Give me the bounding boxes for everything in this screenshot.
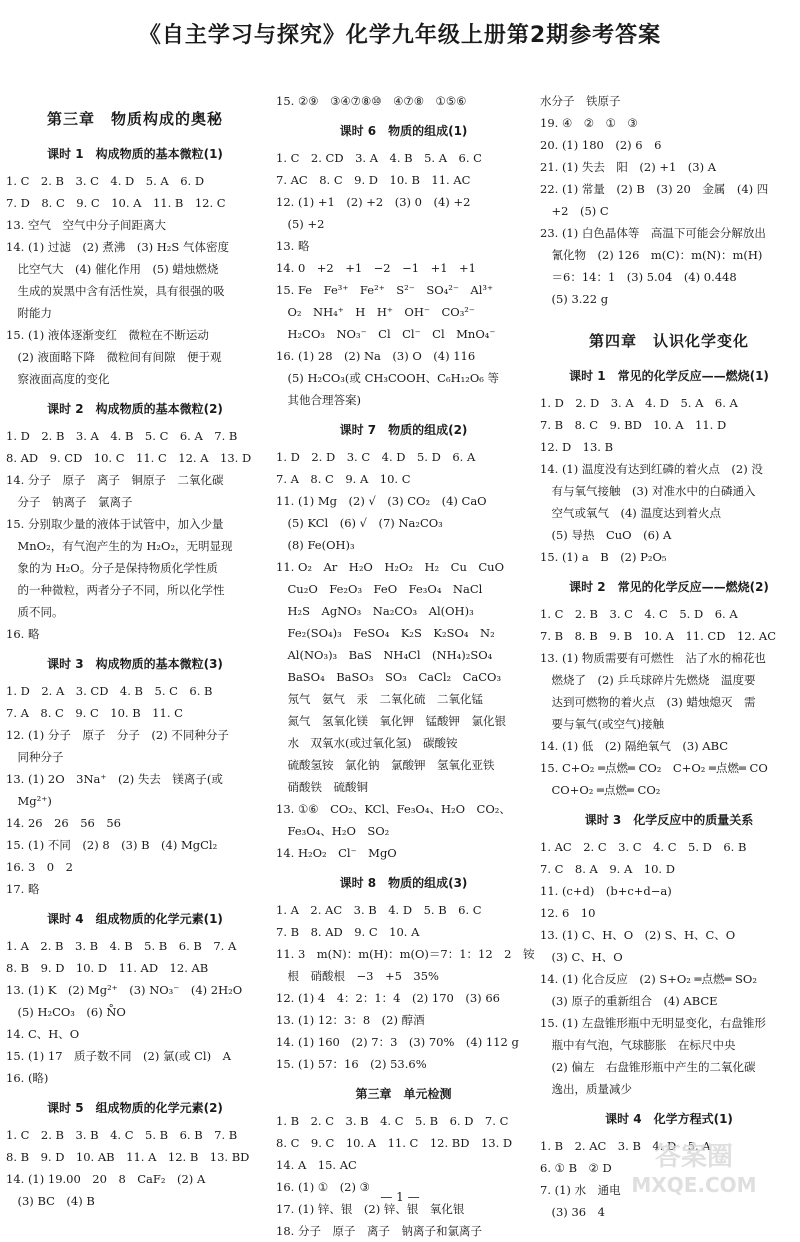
answer-line: 12. D 13. B [540, 440, 614, 454]
answer-line: 14. C、H、O [6, 1027, 80, 1041]
answer-line: 的一种微粒，两者分子不同，所以化学性 [6, 583, 225, 597]
answer-line: (5) H₂CO₃ (6) N̊O [6, 1005, 126, 1019]
answer-line: 15. C+O₂ ═点燃═ CO₂ C+O₂ ═点燃═ CO [540, 761, 768, 775]
answer-line: 15. (1) a B (2) P₂O₅ [540, 550, 667, 564]
answer-line: 14. A 15. AC [276, 1158, 357, 1172]
answer-line: 14. (1) 化合反应 (2) S+O₂ ═点燃═ SO₂ [540, 972, 757, 986]
answer-line: 氮气 氢氧化镁 氧化钾 锰酸钾 氯化银 [276, 714, 506, 728]
answer-line: 12. (1) 分子 原子 分子 (2) 不同种分子 [6, 728, 229, 742]
answer-line: 20. (1) 180 (2) 6 6 [540, 138, 662, 152]
answer-line: 11. 3 m(N)：m(H)：m(O)＝7：1：12 2 铵 [276, 947, 535, 961]
answer-line: 15. Fe Fe³⁺ Fe²⁺ S²⁻ SO₄²⁻ Al³⁺ [276, 283, 494, 297]
answer-line: 燃烧了 (2) 乒乓球碎片先燃烧 温度要 [540, 673, 756, 687]
answer-line: 14. 26 26 56 56 [6, 816, 121, 830]
answer-line: 6. ① B ② D [540, 1161, 612, 1175]
answer-line: (3) C、H、O [540, 950, 623, 964]
answer-line: 1. A 2. B 3. B 4. B 5. B 6. B 7. A [6, 939, 237, 953]
answer-line: 1. C 2. B 3. C 4. D 5. A 6. D [6, 174, 205, 188]
answer-line: 12. (1) +1 (2) +2 (3) 0 (4) +2 [276, 195, 471, 209]
answer-line: H₂S AgNO₃ Na₂CO₃ Al(OH)₃ [276, 604, 474, 618]
answer-line: (3) 36 4 [540, 1205, 605, 1219]
answer-line: 生成的炭黑中含有活性炭，具有很强的吸 [6, 284, 225, 298]
answer-line: 13. (1) C、H、O (2) S、H、C、O [540, 928, 736, 942]
answer-line: 15. (1) 不同 (2) 8 (3) B (4) MgCl₂ [6, 838, 218, 852]
answer-line: 根 硝酸根 −3 +5 35% [276, 969, 439, 983]
answer-line: 16. (1) 28 (2) Na (3) O (4) 116 [276, 349, 476, 363]
answer-line: 16. (1) ① (2) ③ [276, 1180, 370, 1194]
answer-line: 13. (1) 物质需要有可燃性 沾了水的棉花也 [540, 651, 766, 665]
answer-line: 硝酸铁 硫酸铜 [276, 780, 368, 794]
answer-line: (3) 原子的重新组合 (4) ABCE [540, 994, 718, 1008]
answer-line: 水 双氧水(或过氧化氢) 碳酸铵 [276, 736, 458, 750]
answer-line: 有与氧气接触 (3) 对准水中的白磷通入 [540, 484, 756, 498]
answer-line: 空气或氧气 (4) 温度达到着火点 [540, 506, 721, 520]
answer-line: 7. B 8. B 9. B 10. A 11. CD 12. AC [540, 629, 776, 643]
answer-column-2 [276, 90, 535, 1242]
answer-line: MnO₂，有气泡产生的为 H₂O₂，无明显现 [6, 539, 233, 553]
answer-line: 11. (c+d) (b+c+d−a) [540, 884, 672, 898]
answer-line: 7. A 8. C 9. C 10. B 11. C [6, 706, 183, 720]
answer-line: Mg²⁺) [6, 794, 52, 808]
answer-line: 1. D 2. B 3. A 4. B 5. C 6. A 7. B [6, 429, 238, 443]
answer-line: 15. (1) 左盘锥形瓶中无明显变化，右盘锥形 [540, 1016, 766, 1030]
answer-line: 13. ①⑥ CO₂、KCl、Fe₃O₄、H₂O CO₂、 [276, 802, 511, 816]
answer-line: 15. ②⑨ ③④⑦⑧⑩ ④⑦⑧ ①⑤⑥ [276, 94, 467, 108]
answer-line: 16. 略 [6, 627, 40, 641]
answer-line: 1. C 2. CD 3. A 4. B 5. A 6. C [276, 151, 482, 165]
answer-line: 17. (1) 锌、银 (2) 锌、银 氧化银 [276, 1202, 465, 1216]
answer-line: 附能力 [6, 306, 52, 320]
answer-line: 12. 6 10 [540, 906, 596, 920]
answer-line: (8) Fe(OH)₃ [276, 538, 355, 552]
answer-line: 13. 略 [276, 239, 310, 253]
answer-line: Cu₂O Fe₂O₃ FeO Fe₃O₄ NaCl [276, 582, 483, 596]
answer-line: 1. C 2. B 3. B 4. C 5. B 6. B 7. B [6, 1128, 238, 1142]
answer-line: 分子 钠离子 氯离子 [6, 495, 133, 509]
answer-line: 14. (1) 低 (2) 隔绝氧气 (3) ABC [540, 739, 729, 753]
answer-line: 23. (1) 白色晶体等 高温下可能会分解放出 [540, 226, 766, 240]
answer-line: 18. 分子 原子 离子 钠离子和氯离子 [276, 1224, 482, 1238]
answer-line: 15. 分别取少量的液体于试管中，加入少量 [6, 517, 224, 531]
answer-line: 同种分子 [6, 750, 64, 764]
answer-line: (5) 3.22 g [540, 292, 609, 306]
answer-line: (5) +2 [276, 217, 325, 231]
lesson-heading: 课时 3 构成物质的基本微粒(3) [47, 657, 223, 671]
answer-line: 7. A 8. C 9. A 10. C [276, 472, 411, 486]
answer-line: 瓶中有气泡，气球膨胀 在标尺中央 [540, 1038, 736, 1052]
answer-line: 7. (1) 水 通电 [540, 1183, 621, 1197]
answer-line: 17. 略 [6, 882, 40, 896]
answer-line: 13. 空气 空气中分子间距离大 [6, 218, 166, 232]
answer-line: (3) BC (4) B [6, 1194, 95, 1208]
answer-line: Fe₃O₄、H₂O SO₂ [276, 824, 390, 838]
answer-line: CO+O₂ ═点燃═ CO₂ [540, 783, 661, 797]
chapter-heading: 第三章 物质构成的奥秘 [46, 110, 223, 128]
answer-line: (5) 导热 CuO (6) A [540, 528, 672, 542]
answer-column-3 [540, 90, 798, 1223]
answer-line: 8. B 9. D 10. AB 11. A 12. B 13. BD [6, 1150, 250, 1164]
answer-line: 1. B 2. C 3. B 4. C 5. B 6. D 7. C [276, 1114, 509, 1128]
answer-line: 要与氧气(或空气)接触 [540, 717, 664, 731]
answer-line: 硫酸氢铵 氯化钠 氯酸钾 氢氧化亚铁 [276, 758, 495, 772]
answer-line: 1. B 2. AC 3. B 4. D 5. A [540, 1139, 711, 1153]
watermark-url: MXQE.COM [631, 1173, 757, 1197]
answer-line: 16. 3 0 2 [6, 860, 73, 874]
answer-line: 质不同。 [6, 605, 64, 619]
answer-line: 11. O₂ Ar H₂O H₂O₂ H₂ Cu CuO [276, 560, 505, 574]
answer-line: 1. A 2. AC 3. B 4. D 5. B 6. C [276, 903, 482, 917]
answer-line: 7. C 8. A 9. A 10. D [540, 862, 675, 876]
answer-line: 7. B 8. AD 9. C 10. A [276, 925, 420, 939]
answer-line: 14. 0 +2 +1 −2 −1 +1 +1 [276, 261, 476, 275]
answer-line: 比空气大 (4) 催化作用 (5) 蜡烛燃烧 [6, 262, 219, 276]
answer-line: 15. (1) 液体逐渐变红 微粒在不断运动 [6, 328, 209, 342]
answer-line: 察液面高度的变化 [6, 372, 110, 386]
answer-line: (5) H₂CO₃(或 CH₃COOH、C₆H₁₂O₆ 等 [276, 371, 500, 385]
lesson-heading: 课时 7 物质的组成(2) [339, 423, 468, 437]
answer-line: 14. (1) 160 (2) 7：3 (3) 70% (4) 112 g [276, 1035, 519, 1049]
answer-line: Fe₂(SO₄)₃ FeSO₄ K₂S K₂SO₄ N₂ [276, 626, 495, 640]
answer-line: 15. (1) 17 质子数不同 (2) 氯(或 Cl) A [6, 1049, 231, 1063]
lesson-heading: 课时 2 常见的化学反应——燃烧(2) [569, 580, 769, 594]
answer-line: (5) KCl (6) √ (7) Na₂CO₃ [276, 516, 443, 530]
answer-line: 14. (1) 过滤 (2) 煮沸 (3) H₂S 气体密度 [6, 240, 229, 254]
answer-line: 19. ④ ② ① ③ [540, 116, 638, 130]
answer-line: 氖气 氨气 汞 二氧化硫 二氧化锰 [276, 692, 483, 706]
page-title: 《自主学习与探究》化学九年级上册第2期参考答案 [138, 23, 662, 48]
lesson-heading: 课时 4 组成物质的化学元素(1) [47, 912, 223, 926]
answer-line: 14. (1) 温度没有达到红磷的着火点 (2) 没 [540, 462, 763, 476]
lesson-heading: 课时 2 构成物质的基本微粒(2) [47, 402, 223, 416]
lesson-heading: 课时 3 化学反应中的质量关系 [584, 813, 754, 827]
answer-line: 8. C 9. C 10. A 11. C 12. BD 13. D [276, 1136, 513, 1150]
answer-line: 其他合理答案) [276, 393, 361, 407]
answer-line: 1. D 2. A 3. CD 4. B 5. C 6. B [6, 684, 213, 698]
answer-line: 1. D 2. D 3. A 4. D 5. A 6. A [540, 396, 738, 410]
answer-line: 7. B 8. C 9. BD 10. A 11. D [540, 418, 727, 432]
answer-line: 11. (1) Mg (2) √ (3) CO₂ (4) CaO [276, 494, 487, 508]
lesson-heading: 课时 1 常见的化学反应——燃烧(1) [569, 369, 769, 383]
answer-line: 13. (1) 2O 3Na⁺ (2) 失去 镁离子(或 [6, 772, 223, 786]
answer-line: 16. (略) [6, 1071, 49, 1085]
answer-line: 氰化物 (2) 126 m(C)：m(N)：m(H) [540, 248, 763, 262]
lesson-heading: 课时 1 构成物质的基本微粒(1) [47, 147, 223, 161]
watermark-text: 答案圈 [654, 1142, 733, 1172]
answer-line: 14. (1) 19.00 20 8 CaF₂ (2) A [6, 1172, 206, 1186]
lesson-heading: 课时 4 化学方程式(1) [605, 1112, 733, 1126]
answer-line: Al(NO₃)₃ BaS NH₄Cl (NH₄)₂SO₄ [276, 648, 493, 662]
answer-line: 1. C 2. B 3. C 4. C 5. D 6. A [540, 607, 738, 621]
answer-line: 12. (1) 4 4：2：1：4 (2) 170 (3) 66 [276, 991, 500, 1005]
answer-line: 13. (1) 12：3：8 (2) 醇酒 [276, 1013, 425, 1027]
lesson-heading: 课时 8 物质的组成(3) [339, 876, 468, 890]
answer-column-1 [6, 88, 264, 1212]
answer-line: 逸出，质量减少 [540, 1082, 632, 1096]
answer-line: +2 (5) C [540, 204, 609, 218]
answer-line: 14. 分子 原子 离子 铜原子 二氧化碳 [6, 473, 224, 487]
page-number: — 1 — [380, 1190, 420, 1204]
answer-line: 14. H₂O₂ Cl⁻ MgO [276, 846, 397, 860]
answer-line: O₂ NH₄⁺ H H⁺ OH⁻ CO₃²⁻ [276, 305, 475, 319]
lesson-heading: 第三章 单元检测 [355, 1087, 452, 1101]
answer-line: H₂CO₃ NO₃⁻ Cl Cl⁻ Cl MnO₄⁻ [276, 327, 496, 341]
chapter-heading: 第四章 认识化学变化 [588, 332, 749, 350]
answer-line: 达到可燃物的着火点 (3) 蜡烛熄灭 需 [540, 695, 756, 709]
answer-line: (2) 液面略下降 微粒间有间隙 便于观 [6, 350, 222, 364]
answer-line: 7. AC 8. C 9. D 10. B 11. AC [276, 173, 471, 187]
answer-line: 8. B 9. D 10. D 11. AD 12. AB [6, 961, 209, 975]
lesson-heading: 课时 5 组成物质的化学元素(2) [47, 1101, 223, 1115]
answer-line: BaSO₄ BaSO₃ SO₃ CaCl₂ CaCO₃ [276, 670, 502, 684]
answer-line: 1. AC 2. C 3. C 4. C 5. D 6. B [540, 840, 747, 854]
answer-line: 8. AD 9. CD 10. C 11. C 12. A 13. D [6, 451, 252, 465]
answer-line: 13. (1) K (2) Mg²⁺ (3) NO₃⁻ (4) 2H₂O [6, 983, 243, 997]
answer-line: 22. (1) 常量 (2) B (3) 20 金属 (4) 四 [540, 182, 769, 196]
answer-line: 水分子 铁原子 [540, 94, 621, 108]
answer-line: 7. D 8. C 9. C 10. A 11. B 12. C [6, 196, 226, 210]
answer-line: 21. (1) 失去 阳 (2) +1 (3) A [540, 160, 717, 174]
answer-line: 1. D 2. D 3. C 4. D 5. D 6. A [276, 450, 476, 464]
lesson-heading: 课时 6 物质的组成(1) [339, 124, 468, 138]
answer-line: 象的为 H₂O。分子是保持物质化学性质 [6, 561, 218, 575]
answer-line: (2) 偏左 右盘锥形瓶中产生的二氧化碳 [540, 1060, 756, 1074]
answer-line: ＝6：14：1 (3) 5.04 (4) 0.448 [540, 270, 737, 284]
answer-line: 15. (1) 57：16 (2) 53.6% [276, 1057, 427, 1071]
